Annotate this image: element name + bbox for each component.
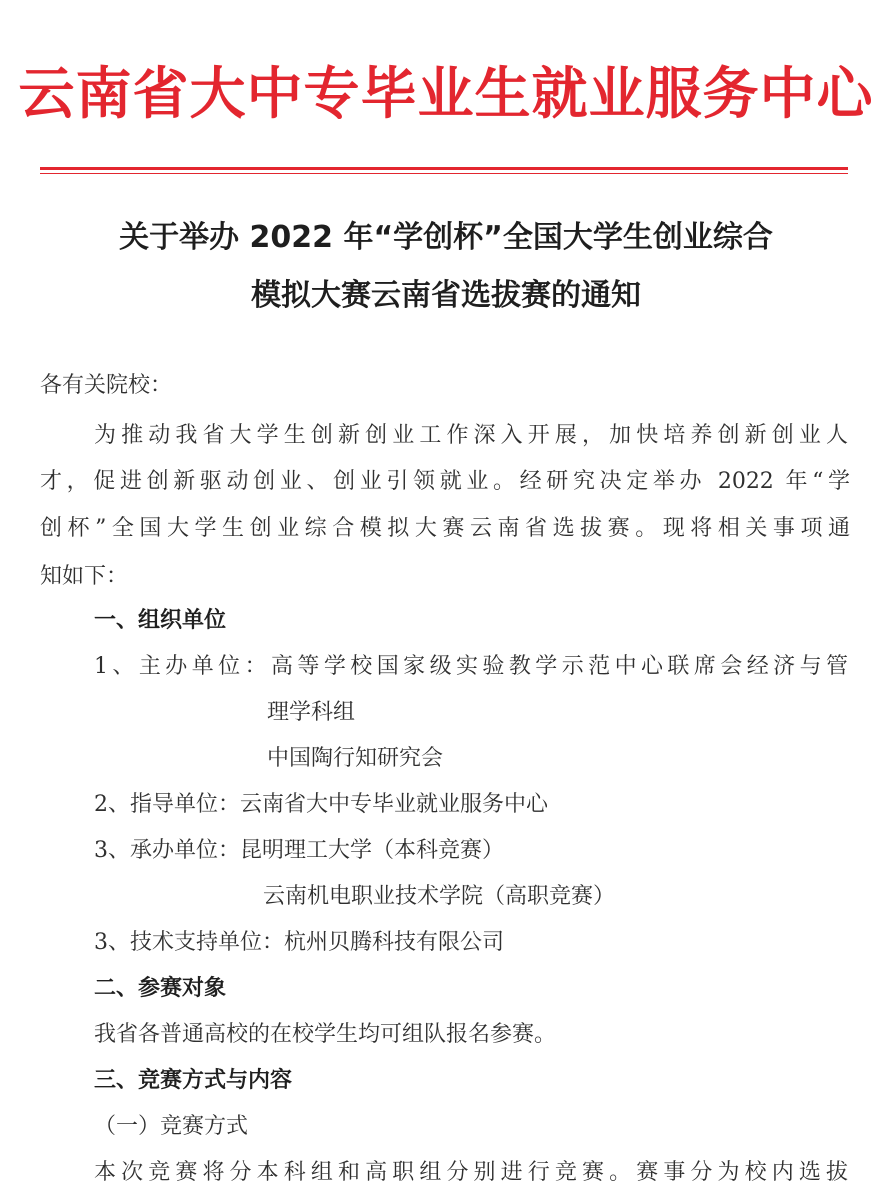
section-3-sub-heading: （一）竞赛方式 xyxy=(94,1114,249,1139)
letterhead-rule-thick xyxy=(40,167,848,170)
section-2-text: 我省各普通高校的在校学生均可组队报名参赛。 xyxy=(94,1022,557,1047)
letterhead-org-name: 云南省大中专毕业生就业服务中心 xyxy=(18,62,874,127)
section-1-item-host-cont: 理学科组 xyxy=(267,700,356,725)
section-1-item-tech-support: 3、技术支持单位：杭州贝腾科技有限公司 xyxy=(94,930,504,955)
letterhead-rule-thin xyxy=(40,173,848,174)
section-1-item-host: 1、主办单位：高等学校国家级实验教学示范中心联席会经济与管 xyxy=(94,654,848,679)
section-3-heading: 三、竞赛方式与内容 xyxy=(94,1068,293,1093)
document-title-line-2: 模拟大赛云南省选拔赛的通知 xyxy=(251,278,641,313)
section-3-text: 本次竞赛将分本科组和高职组分别进行竞赛。赛事分为校内选拔 xyxy=(94,1160,848,1185)
intro-line-3: 创杯”全国大学生创业综合模拟大赛云南省选拔赛。现将相关事项通 xyxy=(40,516,850,541)
section-1-heading: 一、组织单位 xyxy=(94,608,227,633)
intro-line-1: 为推动我省大学生创新创业工作深入开展，加快培养创新创业人 xyxy=(94,423,848,448)
section-1-item-organizer-2: 云南机电职业技术学院（高职竞赛） xyxy=(263,884,616,909)
salutation: 各有关院校： xyxy=(40,373,173,398)
section-2-heading: 二、参赛对象 xyxy=(94,976,227,1001)
section-1-item-guide: 2、指导单位：云南省大中专毕业就业服务中心 xyxy=(94,792,548,817)
document-title-line-1: 关于举办 2022 年“学创杯”全国大学生创业综合 xyxy=(119,220,773,255)
intro-line-2: 才，促进创新驱动创业、创业引领就业。经研究决定举办 2022 年“学 xyxy=(40,469,850,494)
section-1-item-host-2: 中国陶行知研究会 xyxy=(267,746,444,771)
intro-line-4: 知如下： xyxy=(40,564,129,589)
section-1-item-organizer: 3、承办单位：昆明理工大学（本科竞赛） xyxy=(94,838,504,863)
